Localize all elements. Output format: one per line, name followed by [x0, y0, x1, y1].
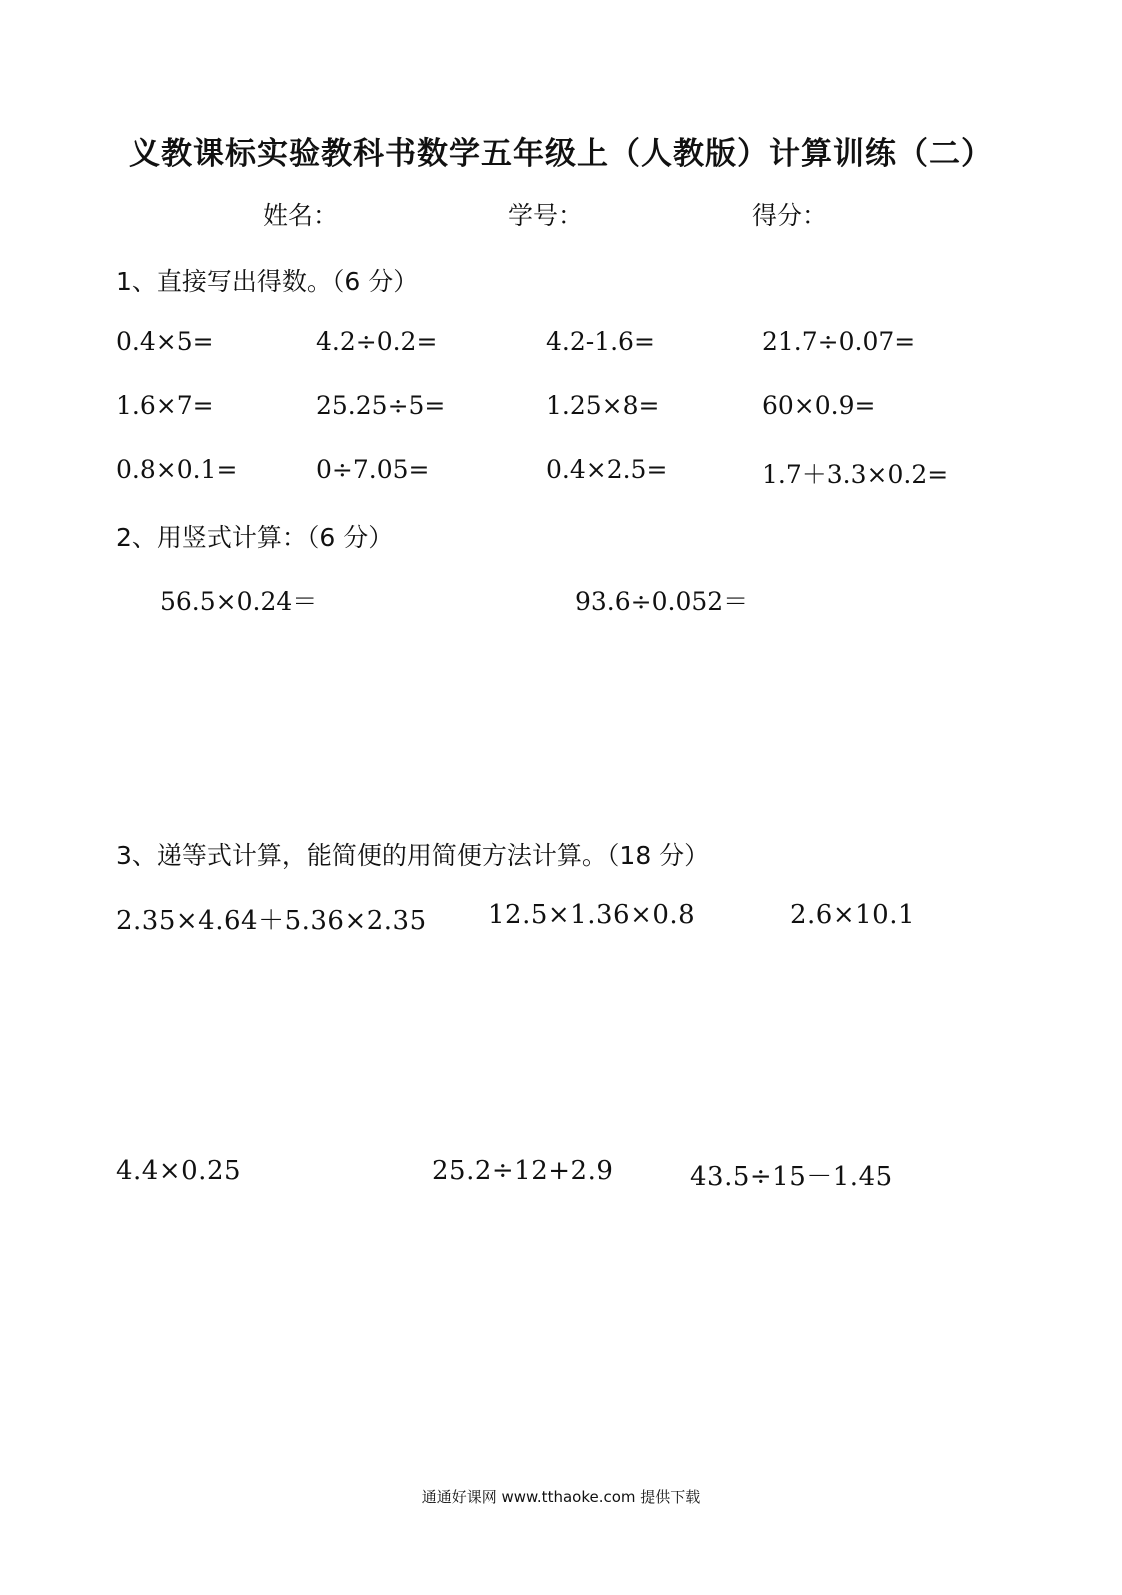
student-id-field-label: 学号： [508, 201, 584, 230]
section-3-problem: 2.6×10.1 [790, 900, 916, 930]
section-3-problem: 4.4×0.25 [116, 1156, 242, 1186]
section-1-problem: 0.4×2.5= [546, 455, 668, 484]
section-1-problem: 0.4×5= [116, 327, 214, 356]
section-3-problem: 25.2÷12+2.9 [432, 1156, 614, 1186]
section-1-problem: 1.7＋3.3×0.2= [762, 460, 949, 489]
section-3-problem: 2.35×4.64＋5.36×2.35 [116, 906, 427, 936]
section-1-problem: 1.6×7= [116, 391, 214, 420]
page-title: 义教课标实验教科书数学五年级上（人教版）计算训练（二） [129, 136, 993, 172]
section-1-problem: 21.7÷0.07= [762, 327, 916, 356]
section-2-problem: 56.5×0.24＝ [160, 587, 318, 616]
section-3-problem: 12.5×1.36×0.8 [488, 900, 696, 930]
section-2-heading: 2、用竖式计算：（6 分） [116, 523, 394, 552]
section-1-problem: 1.25×8= [546, 391, 660, 420]
section-2-problem: 93.6÷0.052＝ [575, 587, 749, 616]
section-1-problem: 0.8×0.1= [116, 455, 238, 484]
footer-source-text: 通通好课网 www.tthaoke.com 提供下载 [421, 1488, 701, 1506]
section-3-problem: 43.5÷15－1.45 [690, 1162, 893, 1192]
section-1-problem: 60×0.9= [762, 391, 876, 420]
section-1-heading: 1、直接写出得数。（6 分） [116, 267, 419, 296]
section-1-problem: 4.2÷0.2= [316, 327, 438, 356]
score-field-label: 得分： [752, 201, 828, 230]
section-3-heading: 3、递等式计算，能简便的用简便方法计算。（18 分） [116, 841, 710, 870]
section-1-problem: 4.2-1.6= [546, 327, 655, 356]
section-1-problem: 0÷7.05= [316, 455, 430, 484]
section-1-problem: 25.25÷5= [316, 391, 446, 420]
name-field-label: 姓名： [263, 201, 339, 230]
